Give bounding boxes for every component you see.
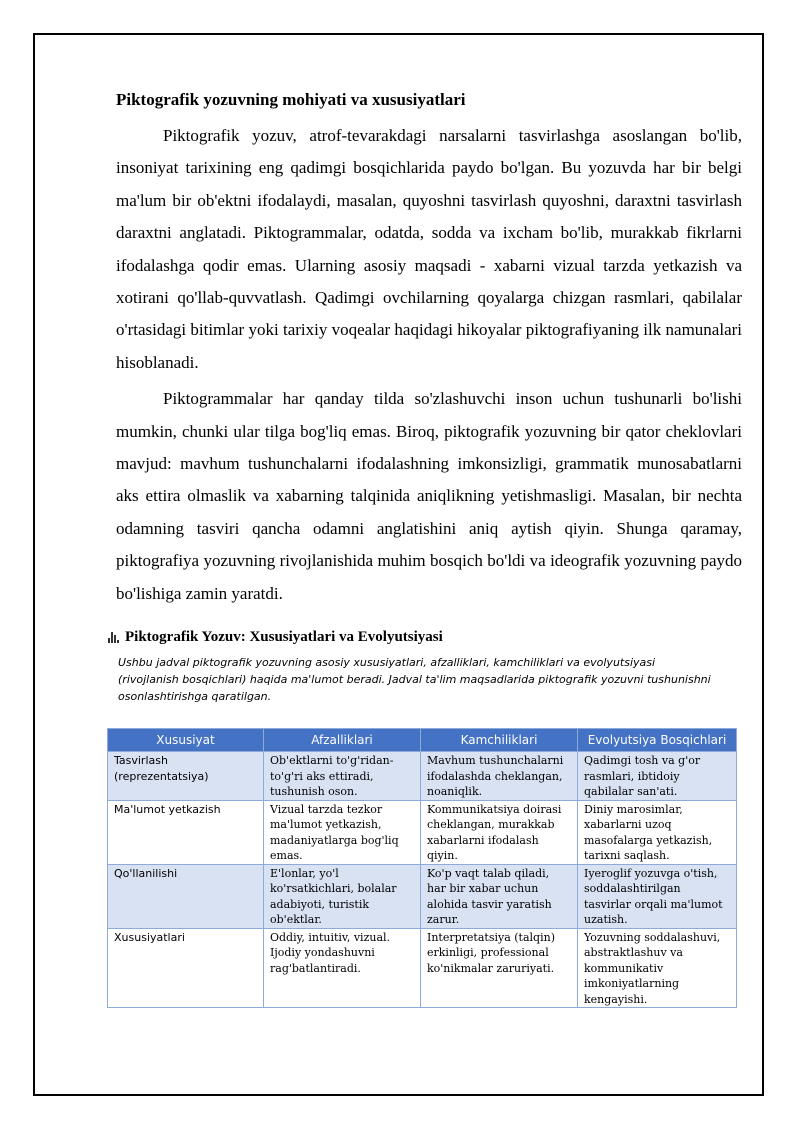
table-cell: Vizual tarzda tezkor ma'lumot yetkazish, madaniyatlarga bog'liq emas.: [264, 800, 421, 864]
table-row: [108, 800, 737, 864]
paragraph: Piktografik yozuv, atrof-tevarakdagi narsalarni tasvirlashga asoslangan bo'lib, insoniyat tarixining eng qadimgi bosqichlarida paydo bo'lgan. Bu yozuvda har bir belgi ma'lum bir ob'ektni ifodalaydi, masalan, quyoshni tasvirlash quyoshni, daraxtni tasvirlash daraxtni anglatadi. Piktogrammalar, odatda, sodda va ixcham bo'lib, murakkab fikrlarni ifodalashga qodir emas. Ularning asosiy maqsadi - xabarni vizual tarzda yetkazish va xotirani qo'llab-quvvatlash. Qadimgi ovchilarning qoyalarga chizgan rasmlari, qabilalar o'rtasidagi bitimlar yoki tarixiy voqealar haqidagi hikoyalar piktografiyaning ilk namunalari hisoblanadi.: [116, 126, 742, 372]
table-cell: Ko'p vaqt talab qiladi, har bir xabar uchun alohida tasvir yaratish zarur.: [421, 864, 578, 928]
row-header-cell: Xususiyatlari: [108, 928, 264, 1008]
table-cell: Mavhum tushunchalarni ifodalashda cheklangan, noaniqlik.: [421, 752, 578, 801]
table-cell: Interpretatsiya (talqin) erkinligi, professional ko'nikmalar zaruriyati.: [421, 928, 578, 1008]
table-cell: Oddiy, intuitiv, vizual. Ijodiy yondashuvni rag'batlantiradi.: [264, 928, 421, 1008]
table-cell: Ob'ektlarni to'g'ridan-to'g'ri aks ettiradi, tushunish oson.: [264, 752, 421, 801]
table-header-row: [108, 729, 737, 752]
table-title-text: Piktografik Yozuv: Xususiyatlari va Evolyutsiyasi: [125, 629, 443, 646]
table-row: [108, 928, 737, 1008]
paragraph: Piktogrammalar har qanday tilda so'zlashuvchi inson uchun tushunarli bo'lishi mumkin, chunki ular tilga bog'liq emas. Biroq, piktografik yozuvning bir qator cheklovlari mavjud: mavhum tushunchalarni ifodalashning imkonsizligi, grammatik munosabatlarni aks ettira olmaslik va xabarning talqinida aniqlikning yetishmasligi. Masalan, bir nechta odamning tasviri qancha odamni anglatishini aniq aytish qiyin. Shunga qaramay, piktografiya yozuvning rivojlanishida muhim bosqich bo'ldi va ideografik yozuvning paydo bo'lishiga zamin yaratdi.: [116, 389, 742, 603]
header-cell: Xususiyat: [108, 729, 264, 752]
row-header-cell: Ma'lumot yetkazish: [108, 800, 264, 864]
header-cell: Afzalliklari: [264, 729, 421, 752]
table-cell: Yozuvning soddalashuvi, abstraktlashuv va kommunikativ imkoniyatlarning kengayishi.: [578, 928, 737, 1008]
header-cell: Evolyutsiya Bosqichlari: [578, 729, 737, 752]
table-cell: E'lonlar, yo'l ko'rsatkichlari, bolalar adabiyoti, turistik ob'ektlar.: [264, 864, 421, 928]
header-cell: Kamchiliklari: [421, 729, 578, 752]
section-heading: Piktografik yozuvning mohiyati va xususiyatlari: [116, 90, 466, 109]
row-header-cell: Tasvirlash (reprezentatsiya): [108, 752, 264, 801]
table-row: [108, 864, 737, 928]
table-row: [108, 752, 737, 801]
table-cell: Kommunikatsiya doirasi cheklangan, murakkab xabarlarni ifodalash qiyin.: [421, 800, 578, 864]
features-table: [107, 728, 737, 1008]
table-title: [108, 626, 742, 648]
table-cell: Iyeroglif yozuvga o'tish, soddalashtirilgan tasvirlar orqali ma'lumot uzatish.: [578, 864, 737, 928]
table-cell: Diniy marosimlar, xabarlarni uzoq masofalarga yetkazish, tarixni saqlash.: [578, 800, 737, 864]
document-body: [116, 86, 742, 705]
row-header-cell: Qo'llanilishi: [108, 864, 264, 928]
table-cell: Qadimgi tosh va g'or rasmlari, ibtidoiy qabilalar san'ati.: [578, 752, 737, 801]
table-caption: Ushbu jadval piktografik yozuvning asosiy xususiyatlari, afzalliklari, kamchiliklari va evolyutsiyasi (rivojlanish bosqichlari) haqida ma'lumot beradi. Jadval ta'lim maqsadlarida piktografik yozuvni tushunishni osonlashtirishga qaratilgan.: [118, 656, 711, 704]
bar-chart-icon: [108, 632, 119, 643]
